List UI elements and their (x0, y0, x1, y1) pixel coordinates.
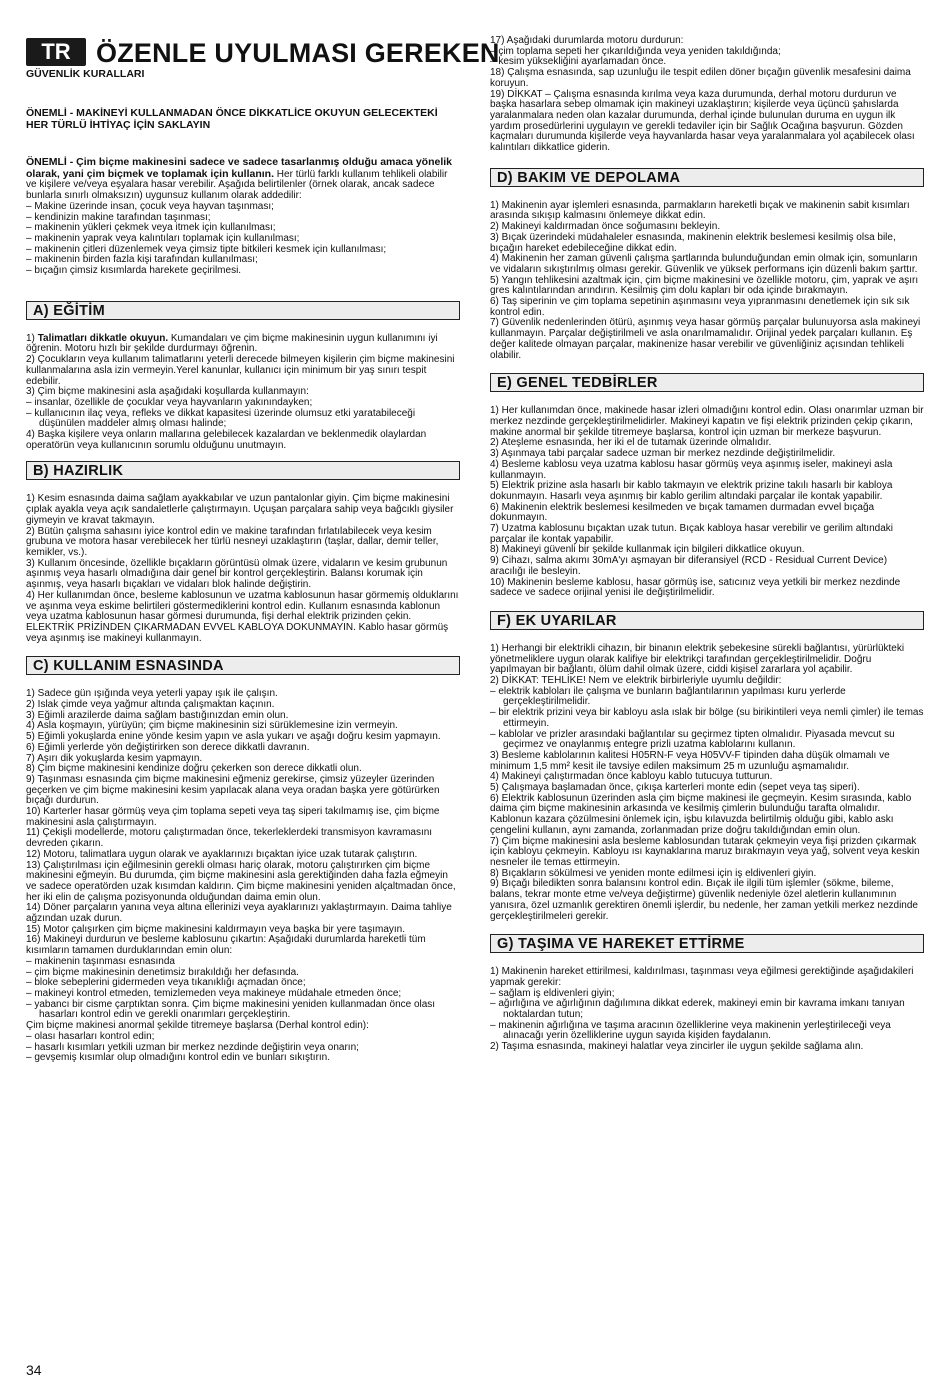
section-d-body (490, 201, 924, 362)
list-item: – bloke sebeplerini gidermeden veya tıkanıklığı açmadan önce; (26, 977, 306, 989)
paragraph: 10) Makinenin besleme kablosu, hasar görmüş ise, satıcınız veya yetkili bir merkez nezdinde sadece ve sadece orijinal yenisi ile değiştirilmelidir. (490, 576, 901, 599)
section-heading-g: G) TAŞIMA VE HAREKET ETTİRME (490, 934, 924, 953)
important-note: ÖNEMLİ - MAKİNEYİ KULLANMADAN ÖNCE DİKKATLİCE OKUYUN GELECEKTEKİ HER TÜRLÜ İHTİYAÇ İÇİN SAKLAYIN (26, 107, 438, 131)
list-item: – gevşemiş kısımlar olup olmadığını kontrol edin ve bunları sıkıştırın. (26, 1052, 331, 1064)
page-subtitle: GÜVENLİK KURALLARI (26, 68, 145, 80)
paragraph: 14) Döner parçaların yanına veya altına ellerinizi veya ayaklarınızı yaklaştırmayın. Daima tahliye ağzından uzak durun. (26, 902, 452, 925)
paragraph: 1) Her kullanımdan önce, makinede hasar izleri olmadığını kontrol edin. Olası onarımlar uzman bir merkez nezdinde gerçekleştirilmelidirler. Makineyi kapatın ve fişi elektrik prizinden çekip çıkarın, makine anormal bir şekilde titremeye başlarsa, kontrol için uzman bir merkeze başvurun. (490, 405, 924, 438)
paragraph: 9) Bıçağı biledikten sonra balansını kontrol edin. Bıçak ile ilgili tüm işlemler (sökme, bileme, balans, tekrar monte etme ve/veya değiştirme) güvenlik nedeniyle özel aletlerin kullanımının yanısıra, özel uzmanlık gerektiren önemli işlerdir, bu nedenle, her zaman yetkili merkez nezdinde gerçekleştirilmeleri gerekir. (490, 878, 918, 922)
paragraph: 5) Eğimli yokuşlarda enine yönde kesim yapın ve asla yukarı ve aşağı doğru kesim yapmayın. (26, 731, 441, 743)
list-item: – kullanıcının ilaç veya, refleks ve dikkat kapasitesi üzerinde olumsuz etki yaratabileceği düşünülen maddeler almış olması halinde; (26, 407, 416, 430)
list-item: – makinenin yükleri çekmek veya itmek için kullanılması; (26, 222, 276, 234)
section-c-continued (490, 36, 924, 154)
paragraph: 3) Bıçak üzerindeki müdahaleler esnasında, makinenin elektrik beslemesi kesilmiş olsa bile, bıçağın hareket edebileceğine dikkat edin. (490, 231, 896, 254)
list-item: – Makine üzerinde insan, çocuk veya hayvan taşınması; (26, 200, 274, 212)
section-heading-c: C) KULLANIM ESNASINDA (26, 656, 460, 675)
language-badge: TR (26, 38, 86, 66)
section-f-body (490, 644, 924, 922)
list-item: – sağlam iş eldivenleri giyin; (490, 987, 615, 999)
paragraph: 12) Motoru, talimatlara uygun olarak ve ayaklarınızı bıçaktan iyice uzak tutarak çalıştırın. (26, 848, 418, 860)
list-item: – makinenin yaprak veya kalıntıları toplamak için kullanılması; (26, 232, 300, 244)
paragraph: 2) Makineyi kaldırmadan önce soğumasını bekleyin. (490, 221, 721, 233)
list-item: – makineyi kontrol etmeden, temizlemeden veya makineye müdahale etmeden önce; (26, 988, 402, 999)
paragraph: 7) Çim biçme makinesini asla besleme kablosundan tutarak çekmeyin veya fişi prizden çıkarmak için kabloyu çekmeyin. Kabloyu ısı kaynaklarına maruz bırakmayın veya yağ, solvent veya keskin nesneler ile temas ettirmeyin. (490, 835, 920, 868)
paragraph: 4) Makineyi çalıştırmadan önce kabloyu kablo tutucuya tutturun. (490, 771, 773, 783)
paragraph: 9) Taşınması esnasında çim biçme makinesini eğmeniz gerekirse, çimsiz yüzeyler üzerinden geçerken ve çim biçme makinesini kesim yapılacak alana veya oradan başka yere götürürken bıçağı durdurun. (26, 773, 440, 807)
paragraph: 15) Motor çalışırken çim biçme makinesini kaldırmayın veya başka bir yere taşımayın. (26, 923, 406, 935)
paragraph: 2) Bütün çalışma sahasını iyice kontrol edin ve makine tarafından fırlatılabilecek veya kesim grubuna ve motora hasar verebilecek her türlü nesneyi uzaklaştırın (taşlar, dallar, demir teller, kemikler, vs.). (26, 525, 439, 558)
paragraph: 2) DİKKAT: TEHLİKE! Nem ve elektrik birbirleriyle uyumlu değildir: (490, 675, 782, 687)
paragraph: 4) Besleme kablosu veya uzatma kablosu hasar görmüş veya aşınmış iseler, makineyi asla kullanmayın. (490, 458, 893, 481)
title-block (26, 36, 500, 82)
paragraph (26, 334, 460, 355)
paragraph: 18) Çalışma esnasında, sap uzunluğu ile tespit edilen döner bıçağın güvenlik mesafesini daima koruyun. (490, 67, 911, 89)
list-item: – çim toplama sepeti her çıkarıldığında veya yeniden takıldığında; (490, 45, 781, 57)
paragraph: 19) DİKKAT – Çalışma esnasında kırılma veya kaza durumunda, derhal motoru durdurun ve başka hasarlara sebep olmamak için makineyi uzaklaştırın; kişilerde veya üçüncü şahıslarda yaralanmalara neden olan kazalar durumunda, derhal içinde bulunulan duruma en uygun ilk yardım prosedürlerini uygulayın ve gerekli tedaviler için bir Sağlık Ocağına başvurun. Gözden kaçmaları durumunda kişilerde veya hayvanlarda hasar veya yaralanmalara yol açabilecek olası kalıntıları dikkatlice giderin. (490, 88, 915, 154)
list-item: – makinenin birden fazla kişi tarafından kullanılması; (26, 254, 258, 266)
paragraph: 3) Besleme kablolarının kalitesi H05RN-F veya H05VV-F tipinden daha düşük olmamalı ve minimum 1,5 mm² kesit ile tavsiye edilen maksimum 25 m uzunluğu aşmamalıdır. (490, 749, 890, 772)
paragraph: 9) Cihazı, salma akımı 30mA'yı aşmayan bir diferansiyel (RCD - Residual Current Device) aracılığı ile besleyin. (490, 555, 888, 577)
manual-page (26, 36, 926, 1382)
list-item: – ağırlığına ve ağırlığının dağılımına dikkat ederek, makineyi emin bir kavrama imkanı tanıyan noktalardan tutun; (490, 998, 905, 1021)
section-e-body (490, 406, 924, 599)
section-heading-e: E) GENEL TEDBİRLER (490, 373, 924, 392)
paragraph: 1) Sadece gün ışığında veya yeterli yapay ışık ile çalışın. (26, 688, 278, 700)
paragraph: 8) Makineyi güvenli bir şekilde kullanmak için bilgileri dikkatlice okuyun. (490, 544, 805, 556)
section-heading-b: B) HAZIRLIK (26, 461, 460, 480)
list-item: – çim biçme makinesinin denetimsiz bırakıldığı her defasında. (26, 966, 299, 978)
section-heading-f: F) EK UYARILAR (490, 611, 924, 630)
paragraph: 5) Elektrik prizine asla hasarlı bir kablo takmayın ve elektrik prizine takılı hasarlı bir kabloya dokunmayın. Hasarlı veya aşınmış bir kablo gerilim altındaki parçalar ile kontak yapabilir. (490, 480, 893, 502)
section-heading-d: D) BAKIM VE DEPOLAMA (490, 168, 924, 187)
paragraph: 13) Çalıştırılması için eğilmesinin gerekli olması hariç olarak, motoru çalıştırırken çim biçme makinesini eğmeyin. Bu durumda, çim biçme makinesini asla gerektiğinden daha fazla eğmeyin ve sadece operatörden uzak kısımdan kaldırın. Çim biçme makinesini yeniden alçaltmadan önce, her iki elin de çalışma pozisyonunda olduğundan daima emin olun. (26, 859, 456, 903)
paragraph: 4) Her kullanımdan önce, besleme kablosunun ve uzatma kablosunun hasar görmemiş olduklarını ve aşınma veya eskime belirtileri göstermediklerini kontrol edin. Kullanım esnasında kablonun veya uzatma kablosunun hasar görmesi durumunda, fişi derhal elektrik prizinden çekin. ELEKTRİK PRİZİNDEN ÇIKARMADAN EVVEL KABLOYA DOKUNMAYIN. Kablo hasar görmüş veya aşınmış ise makineyi kullanmayın. (26, 589, 459, 644)
paragraph: 7) Uzatma kablosunu bıçaktan uzak tutun. Bıçak kabloya hasar verebilir ve gerilim altındaki parçalar ile kontak yapabilir. (490, 523, 893, 545)
intro-paragraph (26, 157, 460, 202)
paragraph: 4) Asla koşmayın, yürüyün; çim biçme makinesinin sizi sürüklemesine izin vermeyin. (26, 720, 398, 732)
paragraph: 11) Çekişli modellerde, motoru çalıştırmadan önce, tekerleklerdeki transmisyon kavramasını devreden çıkarın. (26, 827, 433, 850)
paragraph: 6) Elektrik kablosunun üzerinden asla çim biçme makinesi ile geçmeyin. Kesim sırasında, kablo daima çim biçme makinesinin arkasında ve kesilmiş çimlerin bulunduğu tarafta olmalıdır. Kablonun kazara çözülmesini önlemek için, işbu kılavuzda belirtilmiş olduğu gibi, kablo askı çengelini kullanın, aynı zamanda, zorlanmadan prize doğru takıldığından emin olun. (490, 792, 912, 836)
paragraph: 4) Makinenin her zaman güvenli çalışma şartlarında bulunduğundan emin olmak için, somunların ve vidaların sıkıştırılmış olması gerekir. Güvenlik ve yüksek performans için düzenli bakım şarttır. (490, 253, 918, 275)
paragraph: 7) Güvenlik nedenlerinden ötürü, aşınmış veya hasar görmüş parçalar bulunuyorsa asla makineyi kullanmayın. Parçalar değiştirilmeli ve asla onarılmamalıdır. Orijinal yedek parçaları kullanın. Eş değer kalitede olmayan parçalar, makinenize hasar verebilir ve güvenliğiniz açısından tehlikeli olabilir. (490, 317, 921, 361)
paragraph: 6) Makinenin elektrik beslemesi kesilmeden ve bıçak tamamen durmadan evvel bıçağa dokunmayın. (490, 501, 875, 524)
list-item: – makinenin taşınması esnasında (26, 955, 175, 967)
intro-block (26, 157, 460, 277)
para-num: 1) (26, 332, 35, 344)
para-bold: Talimatları dikkatle okuyun. (37, 332, 169, 344)
list-item: – makinenin ağırlığına ve taşıma aracının özelliklerine veya makinenin yerleştirileceği veya alınacağı yerin özelliklerine uygun sayıda kişiden faydalanın. (490, 1019, 891, 1042)
paragraph: 2) Ateşleme esnasında, her iki el de tutamak üzerinde olmalıdır. (490, 437, 772, 449)
paragraph: 3) Çim biçme makinesini asla aşağıdaki koşullarda kullanmayın: (26, 386, 309, 398)
paragraph: 3) Aşınmaya tabi parçalar sadece uzman bir merkez nezdinde değiştirilmelidir. (490, 448, 836, 460)
list-item: – kablolar ve prizler arasındaki bağlantılar su geçirmez tipten olmalıdır. Piyasada mevcut su geçirmez ve onaylanmış entegre prizli uzatma kablolarını kullanın. (490, 728, 895, 751)
list-item: – bir elektrik prizini veya bir kabloyu asla ıslak bir bölge (su birikintileri veya nemli çimler) ile temas ettirmeyin. (490, 707, 924, 729)
section-a-body (26, 334, 460, 452)
left-column (26, 36, 500, 1064)
paragraph: 3) Eğimli arazilerde daima sağlam bastığınızdan emin olun. (26, 709, 289, 721)
paragraph: 5) Çalışmaya başlamadan önce, çıkışa karterleri monte edin (sepet veya taş siperi). (490, 782, 860, 794)
paragraph: 1) Kesim esnasında daima sağlam ayakkabılar ve uzun pantalonlar giyin. Çim biçme makinesini çıplak ayakla veya açık sandaletlerle çalıştırmayın. Uçuşan parçalara sahip veya bağcıklı giysiler giymeyin ve kravat takmayın. (26, 493, 454, 526)
paragraph: 16) Makineyi durdurun ve besleme kablosunu çıkartın: Aşağıdaki durumlarda hareketli tüm kısımların tamamen durduklarından emin olun: (26, 934, 426, 957)
paragraph: 8) Bıçakların sökülmesi ve yeniden monte edilmesi için iş eldivenleri giyin. (490, 867, 817, 879)
list-item: – yabancı bir cisme çarptıktan sonra. Çim biçme makinesini yeniden kullanmadan önce olası hasarları kontrol edin ve gerekli onarımları gerçekleştirin. (26, 998, 436, 1021)
list-item: – hasarlı kısımları yetkili uzman bir merkez nezdinde değiştirin veya onarın; (26, 1041, 359, 1053)
list-item: – elektrik kabloları ile çalışma ve bunların bağlantılarının yapılması kuru yerlerde gerçekleştirilmelidir. (490, 685, 846, 708)
section-c-body (26, 689, 460, 1064)
paragraph: 5) Yangın tehlikesini azaltmak için, çim biçme makinesini ve özellikle motoru, çim, yaprak ve aşırı gres kalıntılarından arındırın. Kesilmiş çim dolu kapları bir oda içinde bırakmayın. (490, 274, 919, 297)
para-text: Kumandaları ve çim biçme makinesinin uygun kullanımını iyi öğrenin. Motoru hızlı bir şekilde durdurmayı öğrenin. (26, 332, 438, 355)
paragraph: 7) Aşırı dik yokuşlarda kesim yapmayın. (26, 752, 203, 764)
paragraph: 2) Çocukların veya kullanım talimatlarını yeterli derecede bilmeyen kişilerin çim biçme makinesini kullanmalarına asla izin vermeyin.Yerel kanunlar, kullanıcı için minimum bir yaş sınırı tespit edebilir. (26, 354, 455, 387)
list-item: – kendinizin makine tarafından taşınması; (26, 211, 211, 223)
paragraph: 2) Taşıma esnasında, makineyi halatlar veya zincirler ile uygun şekilde sağlama alın. (490, 1041, 864, 1053)
section-b-body (26, 494, 460, 644)
paragraph: 10) Karterler hasar görmüş veya çim toplama sepeti veya taş siperi takılmamış ise, çim biçme makinesini asla çalıştırmayın. (26, 806, 440, 828)
paragraph: Çim biçme makinesi anormal şekilde titremeye başlarsa (Derhal kontrol edin): (26, 1020, 369, 1032)
list-item: – insanlar, özellikle de çocuklar veya hayvanların yakınındayken; (26, 396, 313, 408)
page-title: ÖZENLE UYULMASI GEREKEN (96, 38, 500, 68)
paragraph: 4) Başka kişilere veya onların mallarına gelebilecek kazalardan ve beklenmedik olaylardan operatörün veya kullanıcının sorumlu olduğunu unutmayın. (26, 429, 427, 451)
paragraph: 6) Taş siperinin ve çim toplama sepetinin aşınmasını veya yıpranmasını denetlemek için sık sık kontrol edin. (490, 296, 910, 318)
list-item: – kesim yüksekliğini ayarlamadan önce. (490, 56, 667, 68)
paragraph: 1) Makinenin ayar işlemleri esnasında, parmakların hareketli bıçak ve makinenin sabit kısımları arasında sıkışıp kalmasını önlemeye dikkat edin. (490, 199, 910, 222)
list-item: – olası hasarları kontrol edin; (26, 1030, 155, 1042)
paragraph: 2) Islak çimde veya yağmur altında çalışmaktan kaçının. (26, 699, 275, 711)
paragraph: 1) Makinenin hareket ettirilmesi, kaldırılması, taşınması veya eğilmesi gerektiğinde aşağıdakileri yapmak gerekir: (490, 966, 914, 988)
page-number: 34 (26, 1362, 42, 1378)
list-item: – makinenin çitleri düzenlemek veya çimsiz tipte bitkileri kesmek için kullanılması; (26, 243, 387, 255)
section-g-body (490, 967, 924, 1053)
intro-bold-lead: ÖNEMLİ - Çim biçme makinesini sadece ve sadece tasarlanmış olduğu amaca yönelik olarak, yani çim biçmek ve toplamak için kullanın. (26, 156, 453, 180)
list-item: – bıçağın çimsiz kısımlarda harekete geçirilmesi. (26, 265, 242, 277)
paragraph: 6) Eğimli yerlerde yön değiştirirken son derece dikkatli davranın. (26, 741, 310, 753)
paragraph: 1) Herhangi bir elektrikli cihazın, bir binanın elektrik şebekesine sürekli bağlantısı, yürürlükteki yönetmeliklere uygun olarak kalifiye bir elektrikçi tarafından gerçekleştirilmelidir. Doğru yapılmayan bir bağlantı, ölüm dahil olmak üzere, ciddi kişisel zararlara yol açabilir. (490, 642, 905, 676)
intro-text: Her türlü farklı kullanım tehlikeli olabilir ve kişilere ve/veya eşyalara hasar verebilir. Aşağıda belirtilenler (örnek olarak, ancak sadece bunlarla sınırlı olmaksızın) uygunsuz kullanım olarak addedilir: (26, 168, 448, 202)
paragraph: 8) Çim biçme makinesini kendinize doğru çekerken son derece dikkatli olun. (26, 763, 362, 775)
right-column (490, 36, 924, 1053)
section-heading-a: A) EĞİTİM (26, 301, 460, 320)
paragraph: 3) Kullanım öncesinde, özellikle bıçakların görüntüsü olmak üzere, vidaların ve kesim grubunun aşınmış veya hasarlı olmadığına dair genel bir kontrol gerçekleştirin. Balansı korumak için aşınmış, veya hasarlı bıçakları ve vidaları blok halinde değiştirin. (26, 557, 448, 591)
intro-list (26, 202, 460, 277)
paragraph: 17) Aşağıdaki durumlarda motoru durdurun: (490, 35, 684, 46)
